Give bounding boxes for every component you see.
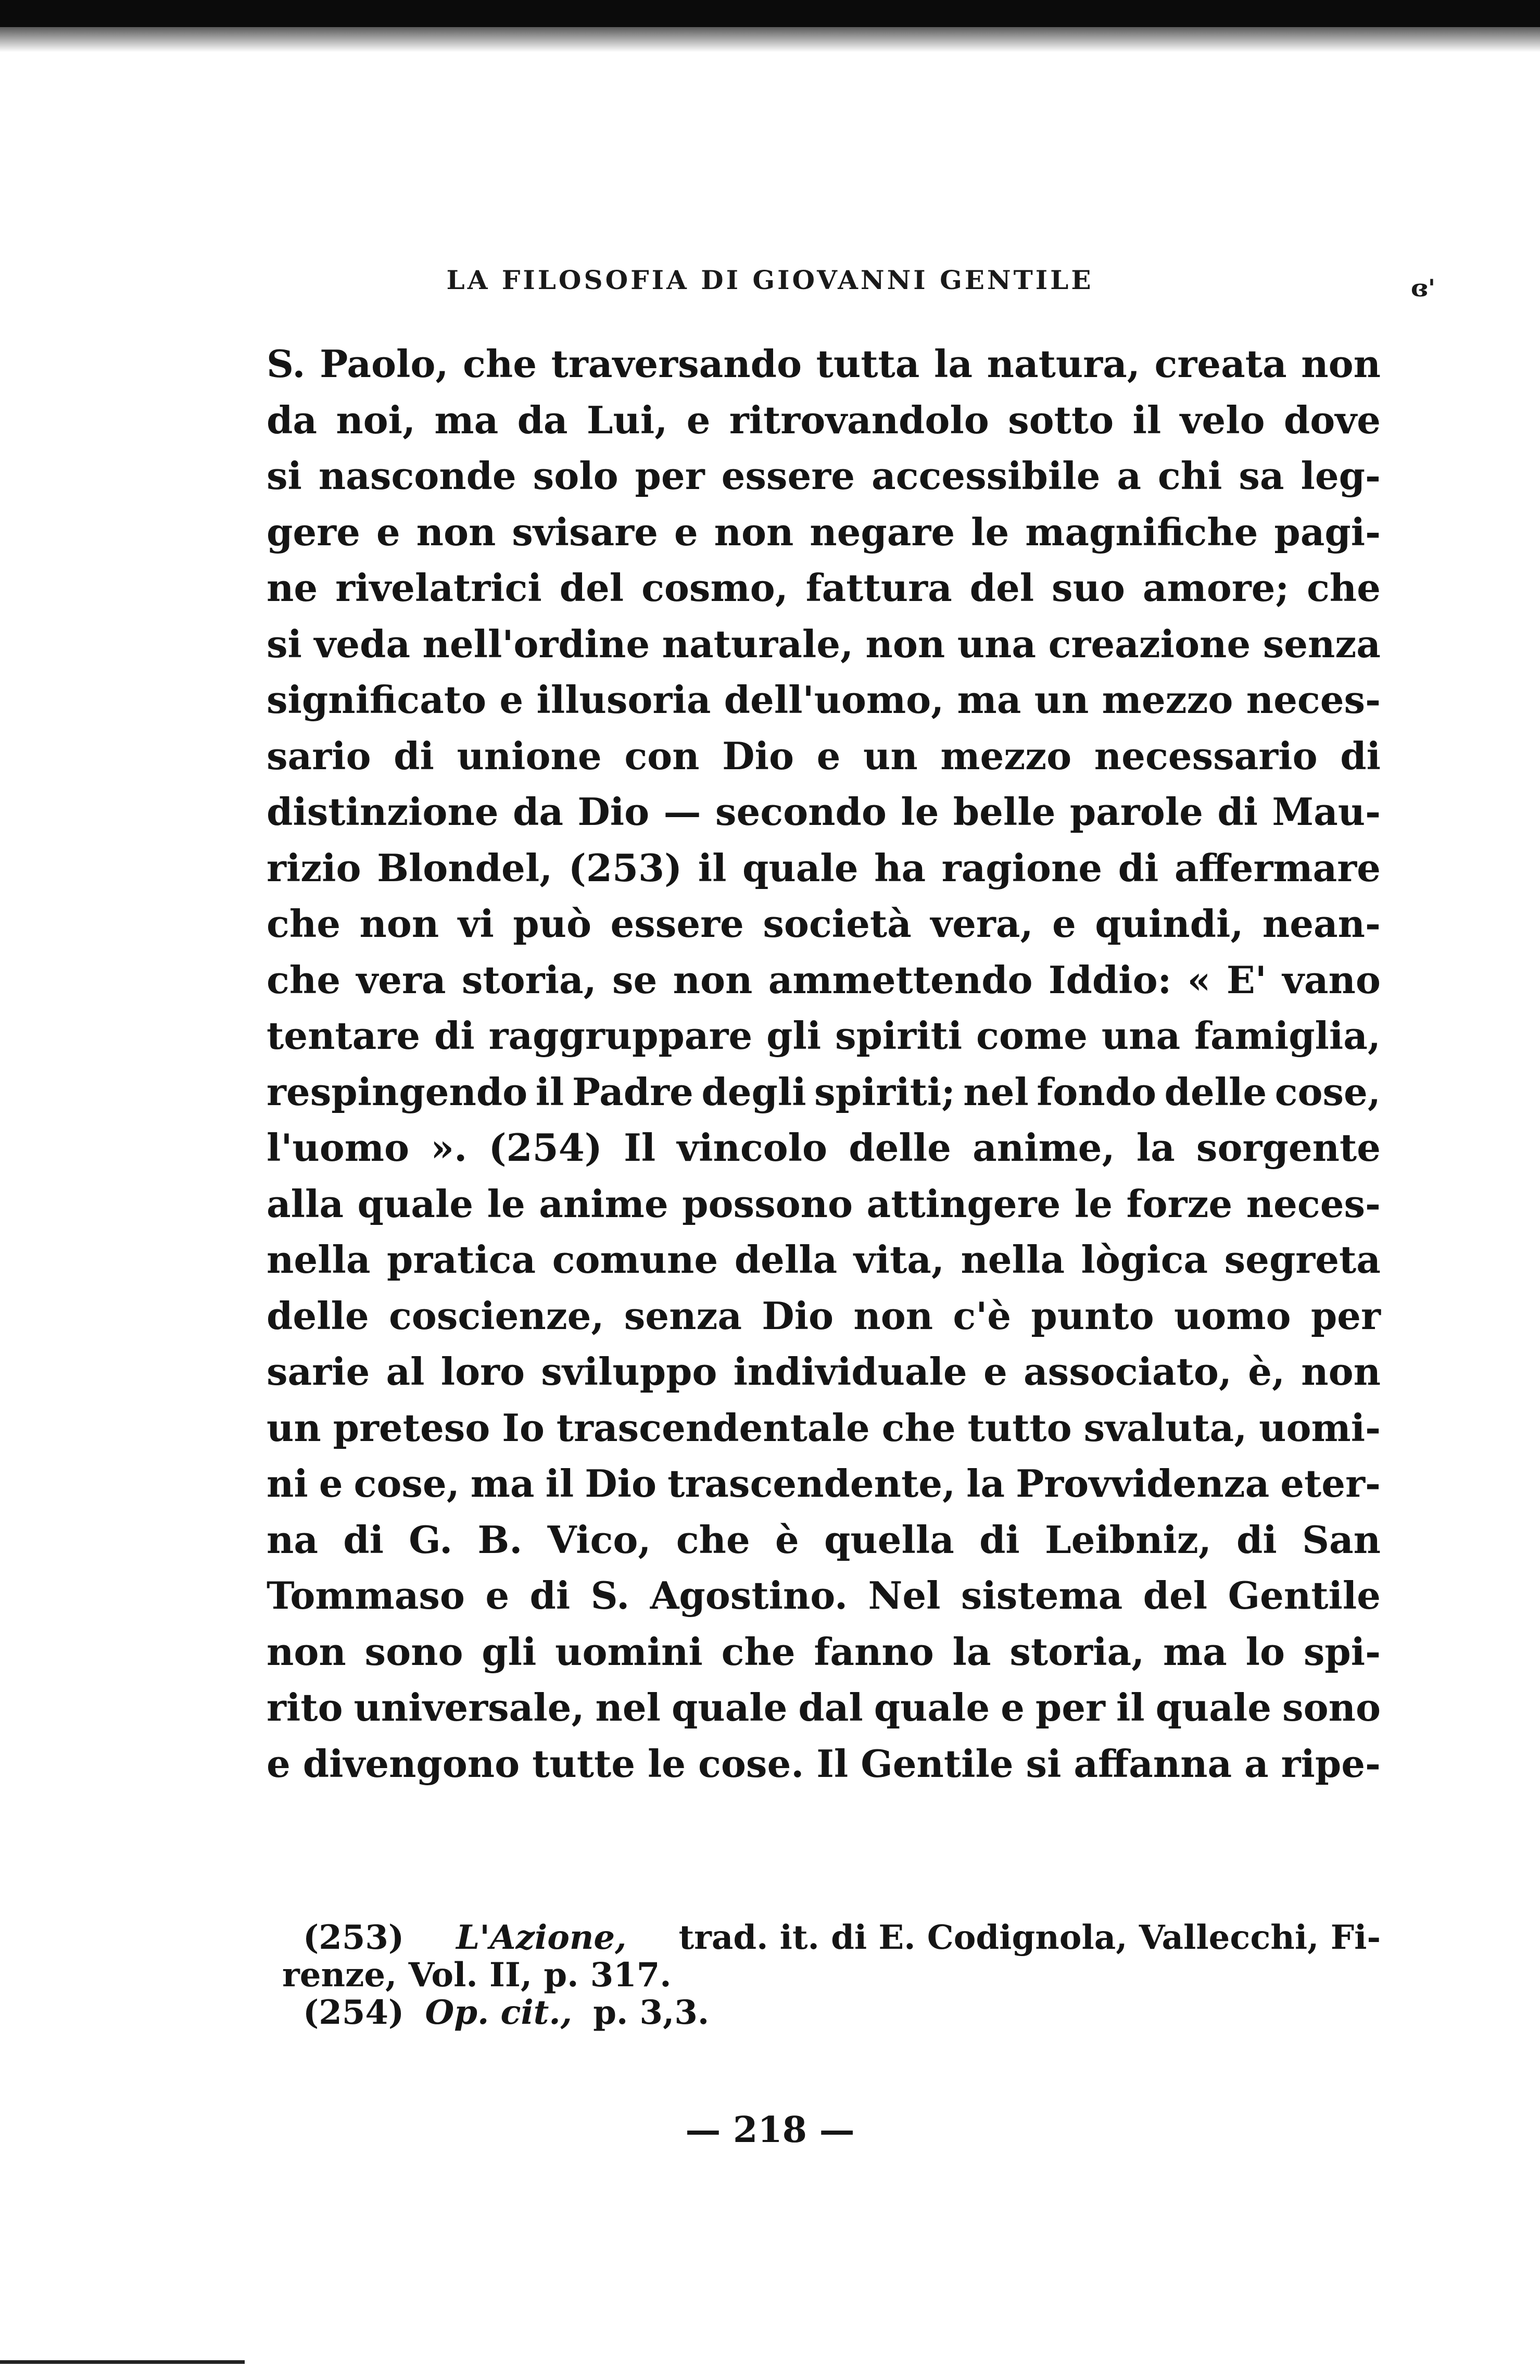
- body-line: da noi, ma da Lui, e ritrovandolo sotto il velo dove: [267, 397, 1381, 442]
- body-line: ni e cose, ma il Dio trascendente, la Provvidenza eter-: [267, 1461, 1381, 1506]
- body-line: sario di unione con Dio e un mezzo necessario di: [267, 733, 1381, 778]
- footnote-254-mark: (254): [303, 1993, 405, 2032]
- body-line: tentare di raggruppare gli spiriti come una famiglia,: [267, 1013, 1381, 1058]
- body-line: S. Paolo, che traversando tutta la natura, creata non: [267, 342, 1381, 386]
- body-line: che non vi può essere società vera, e quindi, nean-: [267, 901, 1381, 946]
- running-header: LA FILOSOFIA DI GIOVANNI GENTILE: [446, 265, 1094, 295]
- footnote-253-line-2: renze, Vol. II, p. 317.: [282, 1956, 672, 1995]
- body-line: l'uomo ». (254) Il vincolo delle anime, la sorgente: [267, 1125, 1381, 1170]
- body-line: non sono gli uomini che fanno la storia, ma lo spi-: [267, 1629, 1381, 1674]
- body-line: respingendo il Padre degli spiriti; nel fondo delle cose,: [267, 1069, 1381, 1114]
- body-text: [267, 336, 1381, 1792]
- footnote-254: [267, 1994, 1381, 2032]
- scan-bottom-rule: [0, 2360, 245, 2364]
- page-number: — 218 —: [685, 2109, 855, 2151]
- footnotes: [267, 1919, 1381, 2032]
- footnote-253-line-1: [267, 1919, 1381, 1957]
- footnote-253-text: trad. it. di E. Codignola, Vallecchi, Fi-: [678, 1918, 1381, 1957]
- body-line: nella pratica comune della vita, nella lògica segreta: [267, 1237, 1381, 1282]
- body-line: si veda nell'ordine naturale, non una creazione senza: [267, 621, 1381, 666]
- body-line: rizio Blondel, (253) il quale ha ragione di affermare: [267, 845, 1381, 890]
- body-line: distinzione da Dio — secondo le belle parole di Mau-: [267, 790, 1381, 834]
- scan-top-shadow: [0, 27, 1540, 52]
- footnote-253-mark: (253): [303, 1918, 405, 1957]
- body-line: ne rivelatrici del cosmo, fattura del suo amore; che: [267, 566, 1381, 610]
- footnote-254-title: Op. cit.,: [425, 1993, 572, 2032]
- body-line: rito universale, nel quale dal quale e per il quale sono: [267, 1685, 1381, 1730]
- body-line: gere e non svisare e non negare le magnifiche pagi-: [267, 509, 1381, 554]
- body-line: Tommaso e di S. Agostino. Nel sistema del Gentile: [267, 1573, 1381, 1618]
- scan-top-edge: [0, 0, 1540, 27]
- body-line: che vera storia, se non ammettendo Iddio: « E' vano: [267, 957, 1381, 1002]
- body-line: alla quale le anime possono attingere le forze neces-: [267, 1181, 1381, 1226]
- body-line: si nasconde solo per essere accessibile a chi sa leg-: [267, 454, 1381, 498]
- body-line: e divengono tutte le cose. Il Gentile si affanna a ripe-: [267, 1741, 1381, 1786]
- body-line: un preteso Io trascendentale che tutto svaluta, uomi-: [267, 1405, 1381, 1450]
- footnote-253-title: L'Azione,: [456, 1918, 627, 1957]
- body-line: sarie al loro sviluppo individuale e associato, è, non: [267, 1349, 1381, 1394]
- body-line: na di G. B. Vico, che è quella di Leibniz, di San: [267, 1517, 1381, 1562]
- footnote-254-text: p. 3,3.: [593, 1993, 710, 2032]
- body-line: delle coscienze, senza Dio non c'è punto uomo per: [267, 1293, 1381, 1338]
- body-line: significato e illusoria dell'uomo, ma un mezzo neces-: [267, 678, 1381, 722]
- corner-mark: ɞ': [1411, 274, 1435, 302]
